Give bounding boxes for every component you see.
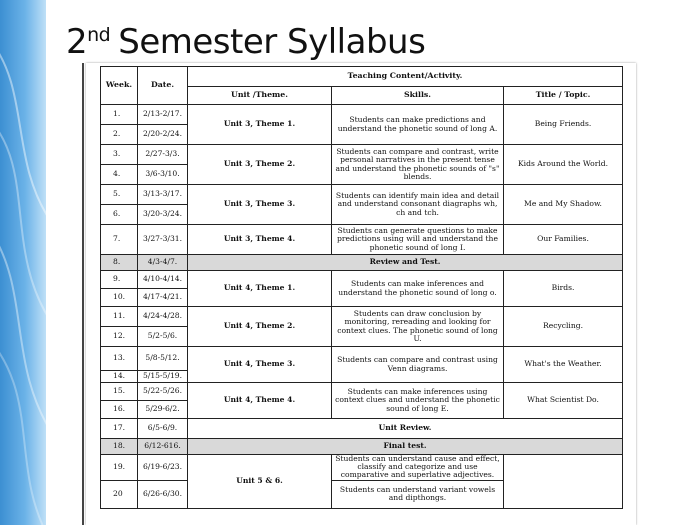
table-row [101,419,623,439]
syllabus-table [100,66,623,509]
unit-cell: Unit 4, Theme 3. [188,347,332,383]
topic-cell: Kids Around the World. [504,145,623,185]
date-cell: 6/12-616. [138,439,188,455]
week-cell: 1. [101,105,138,125]
week-cell: 4. [101,165,138,185]
unit-cell: Unit 3, Theme 3. [188,185,332,225]
date-cell: 3/6-3/10. [138,165,188,185]
date-cell: 5/15-5/19. [138,371,188,383]
topic-cell: Being Friends. [504,105,623,145]
unit-review-cell: Unit Review. [188,419,623,439]
date-cell: 5/8-5/12. [138,347,188,371]
wave-decoration [0,0,46,525]
week-cell: 6. [101,205,138,225]
left-decorative-band [0,0,46,525]
unit-cell: Unit 5 & 6. [188,455,332,509]
date-cell: 3/13-3/17. [138,185,188,205]
week-cell: 8. [101,255,138,271]
date-cell: 2/13-2/17. [138,105,188,125]
page-title: 2nd Semester Syllabus [66,22,426,62]
skills-cell: Students can generate questions to make predictions using will and understand the phonetic sound of long I. [332,225,504,255]
date-cell: 5/22-5/26. [138,383,188,401]
week-cell: 13. [101,347,138,371]
table-row [101,307,623,327]
table-row [101,439,623,455]
week-cell: 19. [101,455,138,481]
skills-cell: Students can make inferences using context clues and understand the phonetic sound of long E. [332,383,504,419]
header-unit: Unit /Theme. [188,87,332,105]
table-row [101,271,623,289]
date-cell: 4/24-4/28. [138,307,188,327]
date-cell: 6/26-6/30. [138,480,188,508]
date-cell: 5/29-6/2. [138,401,188,419]
table-row [101,347,623,371]
topic-cell: Me and My Shadow. [504,185,623,225]
date-cell: 4/3-4/7. [138,255,188,271]
skills-cell: Students can draw conclusion by monitoring, rereading and looking for context clues. The phonetic sound of long U. [332,307,504,347]
unit-cell: Unit 3, Theme 2. [188,145,332,185]
topic-cell: Birds. [504,271,623,307]
table-row [101,225,623,255]
week-cell: 18. [101,439,138,455]
table-row [101,105,623,125]
date-cell: 6/5-6/9. [138,419,188,439]
week-cell: 12. [101,327,138,347]
table-row [101,145,623,165]
unit-cell: Unit 3, Theme 1. [188,105,332,145]
header-teaching: Teaching Content/Activity. [188,67,623,87]
header-week: Week. [101,67,138,105]
unit-cell: Unit 4, Theme 2. [188,307,332,347]
table-row [101,455,623,481]
date-cell: 3/27-3/31. [138,225,188,255]
document-edge [82,63,84,525]
table-row [101,383,623,401]
topic-cell: Recycling. [504,307,623,347]
header-topic: Title / Topic. [504,87,623,105]
topic-cell: What Scientist Do. [504,383,623,419]
date-cell: 6/19-6/23. [138,455,188,481]
skills-cell: Students can compare and contrast, write personal narratives in the present tense and understand the phonetic sounds of "s" blends. [332,145,504,185]
skills-cell: Students can understand variant vowels and dipthongs. [332,480,504,508]
table-row [101,185,623,205]
week-cell: 20 [101,480,138,508]
skills-cell: Students can identify main idea and detail and understand consonant diagraphs wh, ch and tch. [332,185,504,225]
skills-cell: Students can make inferences and understand the phonetic sound of long o. [332,271,504,307]
unit-cell: Unit 3, Theme 4. [188,225,332,255]
week-cell: 2. [101,125,138,145]
week-cell: 3. [101,145,138,165]
topic-cell [504,455,623,509]
topic-cell: What's the Weather. [504,347,623,383]
date-cell: 2/20-2/24. [138,125,188,145]
review-cell: Review and Test. [188,255,623,271]
unit-cell: Unit 4, Theme 4. [188,383,332,419]
skills-cell: Students can make predictions and understand the phonetic sound of long A. [332,105,504,145]
skills-cell: Students can compare and contrast using Venn diagrams. [332,347,504,383]
week-cell: 17. [101,419,138,439]
week-cell: 16. [101,401,138,419]
date-cell: 2/27-3/3. [138,145,188,165]
week-cell: 7. [101,225,138,255]
unit-cell: Unit 4, Theme 1. [188,271,332,307]
date-cell: 5/2-5/6. [138,327,188,347]
week-cell: 10. [101,289,138,307]
week-cell: 9. [101,271,138,289]
week-cell: 5. [101,185,138,205]
header-row [101,67,623,87]
date-cell: 4/17-4/21. [138,289,188,307]
skills-cell: Students can understand cause and effect, classify and categorize and use comparative and superlative adjectives. [332,455,504,481]
topic-cell: Our Families. [504,225,623,255]
week-cell: 11. [101,307,138,327]
header-date: Date. [138,67,188,105]
table-row [101,255,623,271]
header-skills: Skills. [332,87,504,105]
date-cell: 4/10-4/14. [138,271,188,289]
week-cell: 14. [101,371,138,383]
date-cell: 3/20-3/24. [138,205,188,225]
week-cell: 15. [101,383,138,401]
final-test-cell: Final test. [188,439,623,455]
